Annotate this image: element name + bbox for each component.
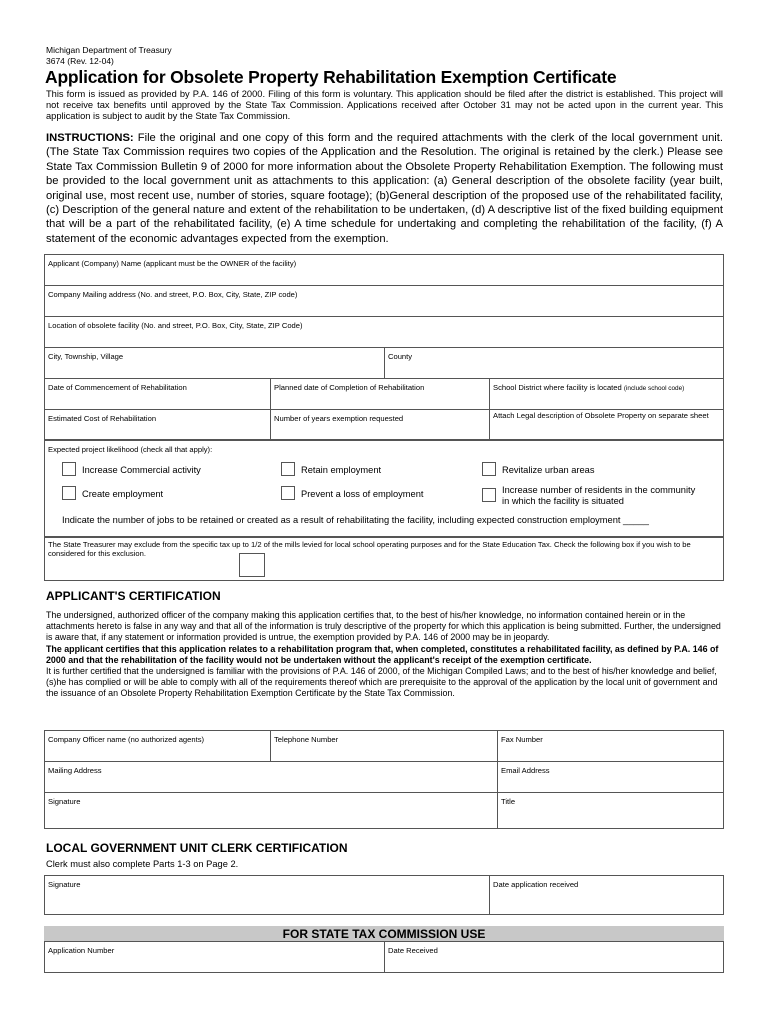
date-received-field[interactable]: Date Received [388, 946, 438, 955]
officer-info-block [44, 730, 724, 829]
city-field[interactable]: City, Township, Village [48, 352, 124, 361]
school-district-note: (include school code) [623, 385, 685, 392]
location-field[interactable]: Location of obsolete facility (No. and street, P.O. Box, City, State, ZIP Code) [48, 321, 303, 330]
application-number-field[interactable]: Application Number [48, 946, 115, 955]
officer-signature-field[interactable]: Signature [48, 797, 81, 806]
officer-title-field[interactable]: Title [501, 797, 516, 806]
checkbox-retain-employment[interactable] [281, 462, 295, 476]
applicant-cert-title: APPLICANT'S CERTIFICATION [46, 589, 221, 603]
checkbox-revitalize-urban[interactable] [482, 462, 496, 476]
instructions [46, 131, 723, 246]
officer-mailing-field[interactable]: Mailing Address [48, 766, 102, 775]
applicant-cert-p2: The applicant certifies that this application relates to a rehabilitation program that, when completed, constitutes a rehabilitated facility, as defined by P.A. 146 of 2000 and that the rehabilitation of the facility would not be undertaken without the applicant's receipt of the exemption certificate. [46, 643, 719, 665]
date-application-received-field[interactable]: Date application received [493, 880, 579, 889]
instructions-label: INSTRUCTIONS: [46, 132, 134, 144]
stc-use-title: FOR STATE TAX COMMISSION USE [282, 927, 486, 941]
applicant-cert-p3: It is further certified that the undersigned is familiar with the provisions of P.A. 146 of 2000, of the Michigan Compiled Laws; and to the best of his/her knowledge and belief, (s)he has complied or will be able to comply with all of the requirements thereof which are prerequisite to the approval of the application by the local unit of government and the issuance of an Obsolete Property Rehabilitation Exemption Certificate by the State Tax Commission. [46, 666, 718, 699]
clerk-block [44, 875, 724, 915]
fax-field[interactable]: Fax Number [501, 735, 543, 744]
option-prevent-loss: Prevent a loss of employment [301, 489, 424, 499]
school-district-field[interactable] [493, 383, 684, 393]
checkbox-school-exclusion[interactable] [239, 553, 265, 577]
county-field[interactable]: County [388, 352, 413, 361]
option-retain-employment: Retain employment [301, 465, 382, 475]
commencement-date-field[interactable]: Date of Commencement of Rehabilitation [48, 383, 187, 392]
years-exemption-field[interactable]: Number of years exemption requested [274, 414, 404, 423]
applicant-name-field[interactable]: Applicant (Company) Name (applicant must be the OWNER of the facility) [48, 259, 297, 268]
form-number: 3674 (Rev. 12-04) [46, 56, 114, 66]
clerk-signature-field[interactable]: Signature [48, 880, 81, 889]
option-increase-commercial: Increase Commercial activity [82, 465, 201, 475]
checkbox-prevent-loss[interactable] [281, 486, 295, 500]
checkbox-create-employment[interactable] [62, 486, 76, 500]
completion-date-field[interactable]: Planned date of Completion of Rehabilitation [274, 383, 425, 392]
intro-text: This form is issued as provided by P.A. 146 of 2000. Filing of this form is voluntary. This application should be filed after the district is established. This project will not receive tax benefits until approved by the State Tax Commission. Applications received after October 31 may not be acted upon in the current year. This application is subject to audit by the State Tax Commission. [46, 89, 723, 122]
checkbox-increase-commercial[interactable] [62, 462, 76, 476]
school-district-label: School District where facility is located [493, 383, 622, 392]
officer-name-field[interactable]: Company Officer name (no authorized agents) [48, 735, 205, 744]
page-title: Application for Obsolete Property Rehabilitation Exemption Certificate [45, 67, 617, 87]
clerk-cert-note: Clerk must also complete Parts 1-3 on Page 2. [46, 859, 239, 869]
option-create-employment: Create employment [82, 489, 164, 499]
instructions-text: File the original and one copy of this form and the required attachments with the clerk of the local government unit. (The State Tax Commission requires two copies of the Application and the Resolution. The original is retained by the clerk.) Please see State Tax Commission Bulletin 9 of 2000 for more information about the Obsolete Property Rehabilitation Exemption. The following must be provided to the local government unit as attachments to this application: (a) General description of the obsolete facility (year built, original use, most recent use, number of stories, square footage); (b)General description of the proposed use of the rehabilitated facility, (c) Description of the general nature and extent of the rehabilitation to be undertaken, (d) A descriptive list of the fixed building equipment that will be a part of the rehabilitated facility, (e) A time schedule for undertaking and completing the rehabilitation of the facility, (f) A statement of the economic advantages expected from the exemption. [46, 132, 723, 245]
email-field[interactable]: Email Address [501, 766, 550, 775]
option-increase-residents: Increase number of residents in the community in which the facility is situated [502, 485, 696, 506]
department-name: Michigan Department of Treasury [46, 45, 172, 55]
checkbox-increase-residents[interactable] [482, 488, 496, 502]
telephone-field[interactable]: Telephone Number [274, 735, 339, 744]
legal-description-field: Attach Legal description of Obsolete Property on separate sheet [493, 411, 709, 420]
treasurer-note: The State Treasurer may exclude from the specific tax up to 1/2 of the mills levied for local school operating purposes and for the State Education Tax. Check the following box if you wish to be considered for this exclusion. [48, 540, 691, 558]
applicant-cert-text [46, 610, 723, 700]
applicant-cert-p1: The undersigned, authorized officer of the company making this application certifies that, to the best of his/her knowledge, no information contained herein or in the attachments hereto is false in any way and that all of the information is truly descriptive of the property for which this application is being submitted. Further, the undersigned is aware that, if any statement or information provided is untrue, the exemption provided by P.A. 146 of 2000 may be in jeopardy. [46, 610, 721, 643]
estimated-cost-field[interactable]: Estimated Cost of Rehabilitation [48, 414, 157, 423]
jobs-line: Indicate the number of jobs to be retained or created as a result of rehabilitating the facility, including expected construction employment _____ [62, 515, 649, 525]
clerk-cert-title: LOCAL GOVERNMENT UNIT CLERK CERTIFICATION [46, 841, 348, 855]
option-revitalize-urban: Revitalize urban areas [502, 465, 595, 475]
likelihood-label: Expected project likelihood (check all that apply): [48, 445, 213, 454]
mailing-address-field[interactable]: Company Mailing address (No. and street, P.O. Box, City, State, ZIP code) [48, 290, 298, 299]
